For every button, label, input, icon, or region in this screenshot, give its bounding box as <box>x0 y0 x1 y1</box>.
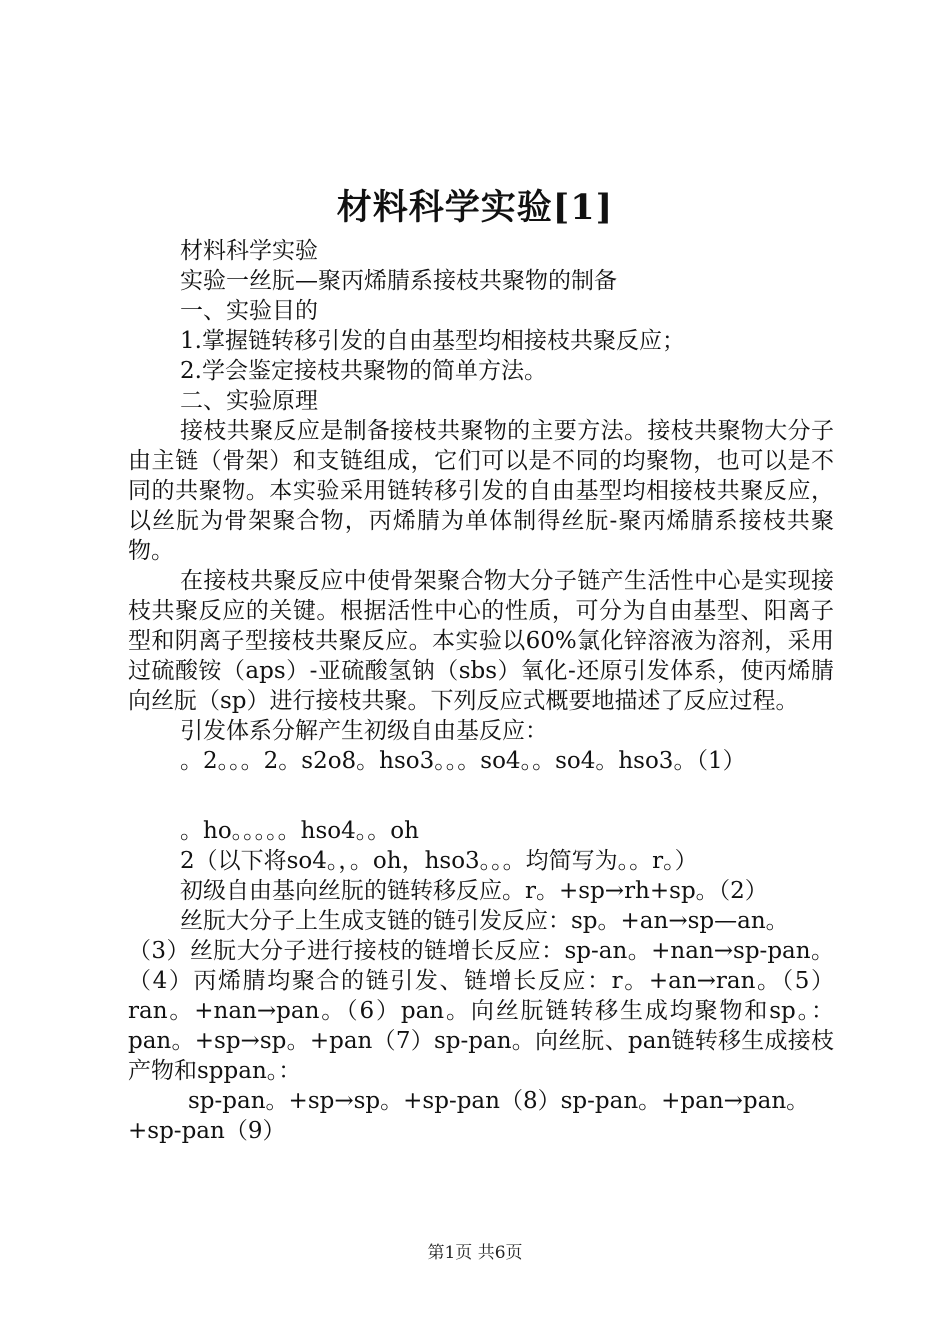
equation-line: 丝朊大分子上生成支链的链引发反应：sp。+an→sp—an。 <box>180 908 789 934</box>
section-heading: 二、实验原理 <box>180 388 318 414</box>
text-line: 实验一丝朊—聚丙烯腈系接枝共聚物的制备 <box>180 268 617 294</box>
spacer <box>128 776 834 816</box>
document-title: 材料科学实验[1] <box>336 187 614 228</box>
document-body <box>128 236 834 1146</box>
text-line: 1.掌握链转移引发的自由基型均相接枝共聚反应； <box>180 328 685 354</box>
page-footer: 第1页 共6页 <box>427 1243 523 1263</box>
equation-line: 。2。。。2。s2o8。hso3。。。so4。。so4。hso3。（1） <box>180 748 746 774</box>
equation-line: 初级自由基向丝朊的链转移反应。r。+sp→rh+sp。（2） <box>180 878 768 904</box>
equation-line: +sp-pan（9） <box>128 1118 286 1144</box>
text-line: 2.学会鉴定接枝共聚物的简单方法。 <box>180 358 547 384</box>
paragraph: （3）丝朊大分子进行接枝的链增长反应：sp-an。+nan→sp-pan。（4）丙烯腈均聚合的链引发、链增长反应：r。+an→ran。（5）ran。+nan→pan。（6）pan。向丝朊链转移生成均聚物和sp。：pan。+sp→sp。+pan（7）sp-pan。向丝朊、pan链转移生成接枝产物和sppan。： <box>128 938 834 1084</box>
equation-line: 2（以下将so4。，。oh，hso3。。。均简写为。。r。） <box>180 848 698 874</box>
section-heading: 一、实验目的 <box>180 298 318 324</box>
text-line: 引发体系分解产生初级自由基反应： <box>180 718 548 744</box>
paragraph: 接枝共聚反应是制备接枝共聚物的主要方法。接枝共聚物大分子由主链（骨架）和支链组成，它们可以是不同的均聚物，也可以是不同的共聚物。本实验采用链转移引发的自由基型均相接枝共聚反应，以丝朊为骨架聚合物，丙烯腈为单体制得丝朊-聚丙烯腈系接枝共聚物。 <box>128 418 834 564</box>
paragraph: 在接枝共聚反应中使骨架聚合物大分子链产生活性中心是实现接枝共聚反应的关键。根据活性中心的性质，可分为自由基型、阳离子型和阴离子型接枝共聚反应。本实验以60%氯化锌溶液为溶剂，采用过硫酸铵（aps）-亚硫酸氢钠（sbs）氧化-还原引发体系，使丙烯腈向丝朊（sp）进行接枝共聚。下列反应式概要地描述了反应过程。 <box>128 568 834 714</box>
equation-line: 。ho。。。。。hso4。。oh <box>180 818 419 844</box>
text-line: 材料科学实验 <box>180 238 318 264</box>
equation-line: sp-pan。+sp→sp。+sp-pan（8）sp-pan。+pan→pan。 <box>188 1088 810 1114</box>
